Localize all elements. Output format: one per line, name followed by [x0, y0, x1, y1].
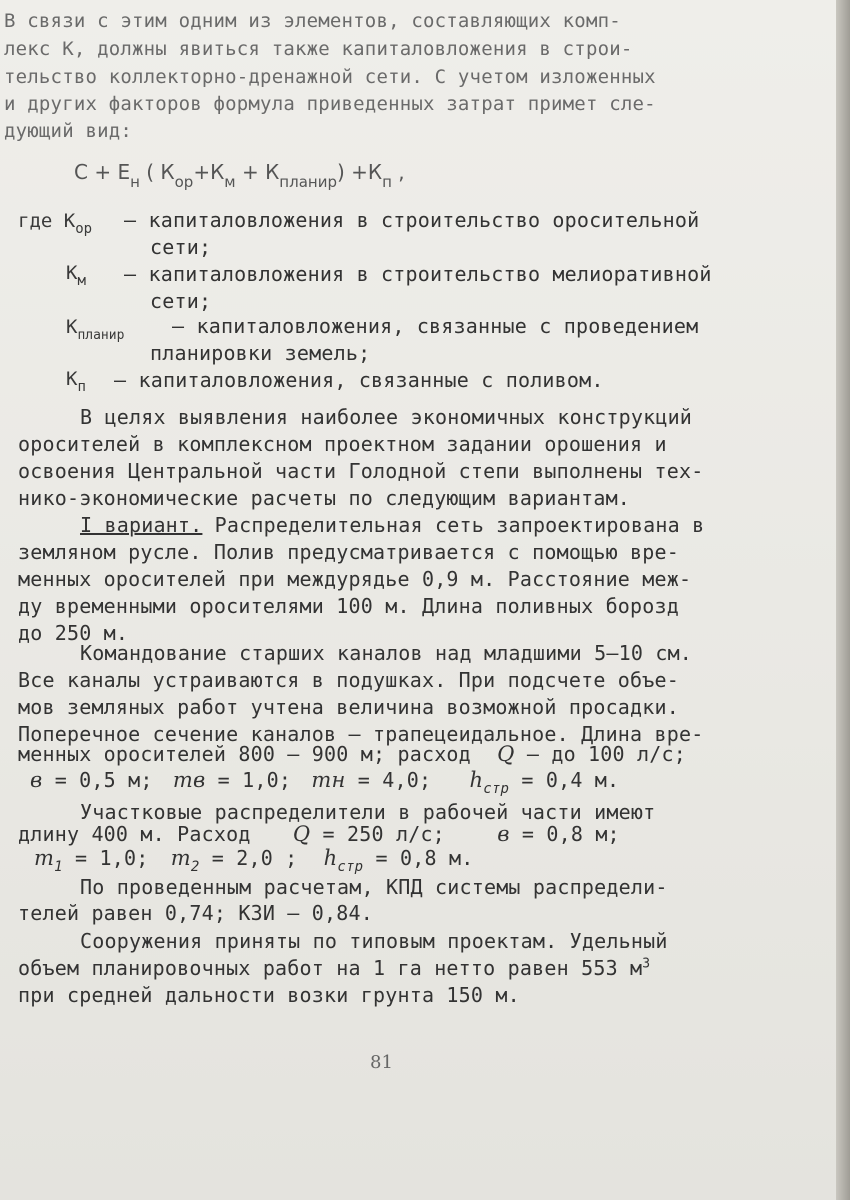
text-span: = 250 л/с; — [322, 822, 445, 846]
symbol-b: в — [497, 822, 510, 846]
text-line: По проведенным расчетам, КПД системы распредели- — [80, 875, 668, 899]
symbol-h: h — [323, 846, 338, 870]
text-span: менных оросителей 800 – 900 м; расход — [18, 742, 471, 766]
definition-text: – капиталовложения в строительство мелиоративной — [124, 262, 712, 286]
text-span: длину 400 м. Расход — [18, 822, 251, 846]
definition-symbol: К — [66, 368, 78, 390]
text-line — [18, 742, 686, 766]
text-span: объем планировочных работ на 1 га нетто равен 553 м — [18, 956, 643, 980]
text-span: = 1,0; — [75, 846, 149, 870]
definition-km — [66, 262, 86, 289]
text-line: и других факторов формула приведенных затрат примет сле- — [4, 93, 656, 115]
symbol-mb: mв — [172, 768, 206, 792]
definition-text: – капиталовложения в строительство оросительной — [124, 208, 700, 232]
text-line — [18, 956, 650, 980]
text-line: земляном русле. Полив предусматривается с помощью вре- — [18, 540, 680, 564]
formula-part: С + Е — [74, 160, 131, 184]
text-line: нико-экономические расчеты по следующим вариантам. — [18, 486, 631, 510]
text-line: В целях выявления наиболее экономичных конструкций — [80, 405, 693, 429]
definition-text: – капиталовложения, связанные с проведением — [172, 314, 699, 338]
symbol-sub: 1 — [54, 859, 63, 875]
cost-formula — [74, 160, 405, 191]
formula-sub: ор — [174, 173, 194, 191]
definition-sub: м — [77, 273, 86, 289]
formula-sub: п — [382, 173, 392, 191]
formula-part: ) +К — [336, 160, 383, 184]
text-line: Командование старших каналов над младшими 5–10 см. — [80, 641, 693, 665]
definition-text: сети; — [150, 235, 212, 259]
definition-symbol: где К — [18, 210, 76, 232]
text-line — [18, 822, 620, 846]
variant-heading: I вариант. — [80, 513, 203, 537]
text-span: = 0,5 м; — [54, 768, 153, 792]
text-span: Распределительная сеть запроектирована в — [214, 513, 705, 537]
symbol-m1: m — [34, 846, 55, 870]
formula-part: +К — [193, 160, 225, 184]
text-line: лекс К, должны явиться также капиталовложения в строи- — [4, 38, 633, 60]
text-line: освоения Центральной части Голодной степи выполнены тех- — [18, 459, 704, 483]
definition-symbol: К — [66, 316, 78, 338]
definition-kplan — [66, 316, 124, 343]
page-number: 81 — [370, 1052, 393, 1073]
formula-sub: м — [224, 173, 236, 191]
text-line: дующий вид: — [4, 120, 133, 142]
text-line: Поперечное сечение каналов – трапецеидальное. Длина вре- — [18, 722, 704, 746]
formula-part: + К — [241, 160, 280, 184]
formula-sub: планир — [279, 173, 337, 191]
text-line: Все каналы устраиваются в подушках. При подсчете объе- — [18, 668, 680, 692]
text-span: = 0,4 м. — [521, 768, 620, 792]
text-line — [80, 513, 704, 537]
text-span: = 0,8 м. — [375, 846, 474, 870]
text-line: Участковые распределители в рабочей части имеют — [80, 800, 656, 824]
text-line: менных оросителей при междурядье 0,9 м. Расстояние меж- — [18, 567, 692, 591]
definition-kor — [18, 210, 92, 237]
text-line — [34, 846, 473, 875]
definition-text: планировки земель; — [150, 341, 371, 365]
book-binding-edge — [836, 0, 850, 1200]
definition-sub: ор — [75, 221, 93, 237]
definition-symbol: К — [66, 262, 78, 284]
definition-sub: планир — [77, 328, 125, 343]
text-line: мов земляных работ учтена величина возможной просадки. — [18, 695, 680, 719]
text-line — [30, 768, 619, 797]
superscript: 3 — [642, 956, 651, 972]
text-line: оросителей в комплексном проектном задании орошения и — [18, 432, 667, 456]
symbol-sub: стр — [483, 781, 510, 797]
symbol-q: Q — [497, 742, 515, 766]
definition-kp — [66, 368, 86, 395]
definition-text: – капиталовложения, связанные с поливом. — [114, 368, 604, 392]
text-line: Сооружения приняты по типовым проектам. Удельный — [80, 929, 668, 953]
formula-part: ( К — [146, 160, 175, 184]
symbol-sub: стр — [337, 859, 364, 875]
text-span: = 2,0 ; — [211, 846, 298, 870]
text-span: – до 100 л/с; — [526, 742, 686, 766]
formula-sub: н — [130, 173, 140, 191]
text-line: В связи с этим одним из элементов, составляющих комп- — [4, 10, 621, 32]
text-line: тельство коллекторно-дренажной сети. С учетом изложенных — [4, 66, 656, 88]
symbol-h: h — [469, 768, 484, 792]
text-span: = 4,0; — [357, 768, 432, 792]
definition-sub: п — [77, 379, 86, 395]
text-line: ду временными оросителями 100 м. Длина поливных борозд — [18, 594, 680, 618]
text-line: до 250 м. — [18, 621, 129, 645]
symbol-sub: 2 — [190, 859, 200, 875]
symbol-q: Q — [292, 822, 311, 846]
text-span: = 0,8 м; — [521, 822, 620, 846]
symbol-m2: m — [170, 846, 191, 870]
definition-text: сети; — [150, 289, 212, 313]
symbol-b: в — [30, 768, 43, 792]
text-span: = 1,0; — [217, 768, 292, 792]
text-line: телей равен 0,74; КЗИ – 0,84. — [18, 901, 373, 925]
text-line: при средней дальности возки грунта 150 м. — [18, 983, 520, 1007]
formula-part: , — [398, 160, 405, 184]
symbol-mn: mн — [311, 768, 346, 792]
